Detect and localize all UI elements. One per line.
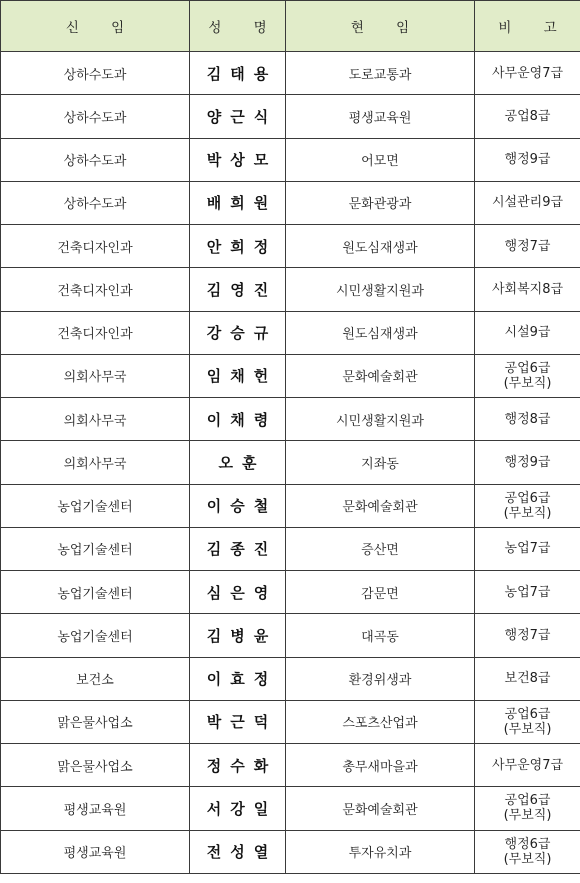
cell-new-position: 건축디자인과 — [1, 311, 190, 354]
cell-note: 행정7급 — [475, 225, 580, 268]
cell-name: 김영진 — [190, 268, 286, 311]
cell-new-position: 상하수도과 — [1, 95, 190, 138]
cell-new-position: 농업기술센터 — [1, 484, 190, 527]
table-row — [1, 354, 580, 397]
table-row — [1, 787, 580, 830]
table-row — [1, 441, 580, 484]
cell-name: 이채령 — [190, 398, 286, 441]
cell-current-position: 원도심재생과 — [286, 311, 475, 354]
cell-current-position: 시민생활지원과 — [286, 398, 475, 441]
table-row — [1, 657, 580, 700]
cell-note: 행정8급 — [475, 398, 580, 441]
cell-current-position: 시민생활지원과 — [286, 268, 475, 311]
cell-current-position: 증산면 — [286, 527, 475, 570]
cell-current-position: 환경위생과 — [286, 657, 475, 700]
cell-note: 행정6급 (무보직) — [475, 830, 580, 873]
table-row — [1, 311, 580, 354]
table-header-row — [1, 1, 580, 52]
cell-current-position: 스포츠산업과 — [286, 700, 475, 743]
cell-name: 심은영 — [190, 571, 286, 614]
cell-current-position: 지좌동 — [286, 441, 475, 484]
cell-name: 오훈 — [190, 441, 286, 484]
cell-note: 시설관리9급 — [475, 181, 580, 224]
cell-new-position: 의회사무국 — [1, 354, 190, 397]
table-row — [1, 181, 580, 224]
cell-new-position: 건축디자인과 — [1, 268, 190, 311]
cell-note: 농업7급 — [475, 571, 580, 614]
cell-name: 이효정 — [190, 657, 286, 700]
cell-current-position: 문화예술회관 — [286, 787, 475, 830]
table-row — [1, 95, 580, 138]
cell-current-position: 대곡동 — [286, 614, 475, 657]
cell-name: 김종진 — [190, 527, 286, 570]
header-new-position: 신 임 — [1, 1, 190, 52]
cell-current-position: 원도심재생과 — [286, 225, 475, 268]
cell-new-position: 맑은물사업소 — [1, 744, 190, 787]
table-row — [1, 744, 580, 787]
table-row — [1, 700, 580, 743]
cell-new-position: 의회사무국 — [1, 441, 190, 484]
cell-note: 사무운영7급 — [475, 52, 580, 95]
cell-new-position: 농업기술센터 — [1, 571, 190, 614]
cell-new-position: 상하수도과 — [1, 181, 190, 224]
cell-name: 전성열 — [190, 830, 286, 873]
cell-note: 보건8급 — [475, 657, 580, 700]
table-row — [1, 225, 580, 268]
cell-current-position: 평생교육원 — [286, 95, 475, 138]
cell-note: 시설9급 — [475, 311, 580, 354]
cell-new-position: 평생교육원 — [1, 787, 190, 830]
cell-name: 서강일 — [190, 787, 286, 830]
cell-note: 행정9급 — [475, 441, 580, 484]
cell-name: 강승규 — [190, 311, 286, 354]
cell-new-position: 상하수도과 — [1, 138, 190, 181]
cell-current-position: 도로교통과 — [286, 52, 475, 95]
cell-new-position: 농업기술센터 — [1, 527, 190, 570]
table-row — [1, 268, 580, 311]
cell-name: 김태용 — [190, 52, 286, 95]
table-row — [1, 138, 580, 181]
cell-current-position: 감문면 — [286, 571, 475, 614]
table-row — [1, 398, 580, 441]
table-row — [1, 571, 580, 614]
cell-note: 농업7급 — [475, 527, 580, 570]
cell-current-position: 문화예술회관 — [286, 354, 475, 397]
cell-new-position: 건축디자인과 — [1, 225, 190, 268]
cell-current-position: 총무새마을과 — [286, 744, 475, 787]
cell-new-position: 상하수도과 — [1, 52, 190, 95]
cell-current-position: 어모면 — [286, 138, 475, 181]
cell-name: 임채헌 — [190, 354, 286, 397]
cell-note: 사무운영7급 — [475, 744, 580, 787]
cell-note: 행정7급 — [475, 614, 580, 657]
cell-note: 공업6급 (무보직) — [475, 484, 580, 527]
cell-note: 공업6급 (무보직) — [475, 354, 580, 397]
cell-note: 공업6급 (무보직) — [475, 700, 580, 743]
cell-new-position: 맑은물사업소 — [1, 700, 190, 743]
cell-note: 공업6급 (무보직) — [475, 787, 580, 830]
header-name: 성 명 — [190, 1, 286, 52]
cell-note: 행정9급 — [475, 138, 580, 181]
cell-current-position: 투자유치과 — [286, 830, 475, 873]
cell-name: 안희정 — [190, 225, 286, 268]
cell-name: 박상모 — [190, 138, 286, 181]
cell-new-position: 의회사무국 — [1, 398, 190, 441]
cell-name: 양근식 — [190, 95, 286, 138]
cell-new-position: 평생교육원 — [1, 830, 190, 873]
cell-note: 공업8급 — [475, 95, 580, 138]
cell-note: 사회복지8급 — [475, 268, 580, 311]
header-note: 비 고 — [475, 1, 580, 52]
table-row — [1, 52, 580, 95]
cell-name: 배희원 — [190, 181, 286, 224]
cell-name: 정수화 — [190, 744, 286, 787]
table-row — [1, 614, 580, 657]
cell-name: 이승철 — [190, 484, 286, 527]
cell-name: 박근덕 — [190, 700, 286, 743]
table-row — [1, 484, 580, 527]
cell-new-position: 농업기술센터 — [1, 614, 190, 657]
cell-current-position: 문화관광과 — [286, 181, 475, 224]
cell-name: 김병윤 — [190, 614, 286, 657]
cell-current-position: 문화예술회관 — [286, 484, 475, 527]
cell-new-position: 보건소 — [1, 657, 190, 700]
table-row — [1, 527, 580, 570]
header-current-position: 현 임 — [286, 1, 475, 52]
table-row — [1, 830, 580, 873]
